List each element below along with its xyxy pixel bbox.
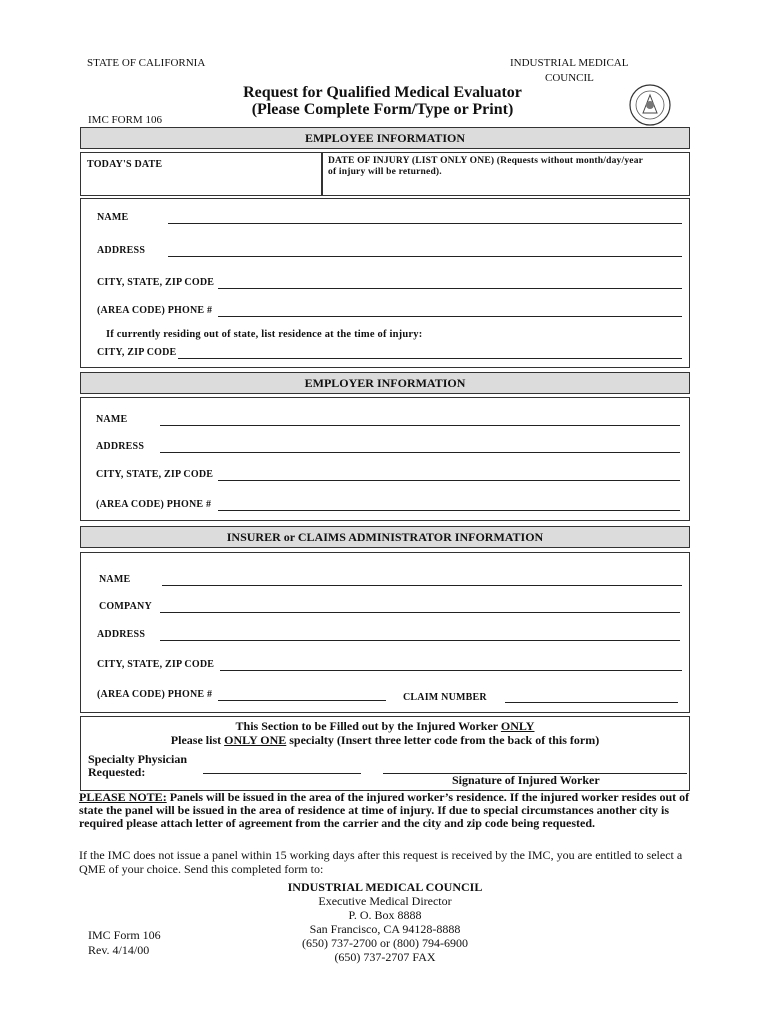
form-id: IMC FORM 106 (88, 114, 162, 126)
insurer-section-header: INSURER or CLAIMS ADMINISTRATOR INFORMATION (80, 526, 690, 548)
date-of-injury-label: DATE OF INJURY (LIST ONLY ONE) (Requests without month/day/year (328, 156, 644, 166)
date-of-injury-label-2: of injury will be returned). (328, 167, 442, 177)
insurer-city-input[interactable] (220, 670, 682, 671)
state-label: STATE OF CALIFORNIA (87, 57, 206, 69)
instruction-pre: Please list (170, 733, 225, 747)
address-org: INDUSTRIAL MEDICAL COUNCIL (287, 880, 483, 894)
employer-city-label: CITY, STATE, ZIP CODE (96, 469, 214, 480)
state-seal-icon (628, 83, 672, 127)
form-subtitle: (Please Complete Form/Type or Print) (251, 101, 514, 118)
footer-form-id: IMC Form 106 (88, 928, 161, 942)
address-line-1: Executive Medical Director (318, 894, 452, 908)
claim-number-label: CLAIM NUMBER (403, 692, 487, 703)
employee-phone-label: (AREA CODE) PHONE # (97, 305, 213, 316)
employee-city-label: CITY, STATE, ZIP CODE (97, 277, 215, 288)
form-title: Request for Qualified Medical Evaluator (243, 84, 522, 101)
employer-name-input[interactable] (160, 425, 680, 426)
insurer-company-input[interactable] (160, 612, 680, 613)
footer-revision: Rev. 4/14/00 (88, 943, 150, 957)
employee-address-input[interactable] (168, 256, 682, 257)
todays-date-field[interactable] (80, 152, 322, 196)
please-note (79, 791, 691, 829)
instruction-only-one: ONLY ONE (224, 733, 287, 747)
employer-name-label: NAME (96, 414, 128, 425)
specialty-label: Specialty Physician (88, 752, 188, 766)
specialty-input[interactable] (203, 773, 361, 774)
employer-address-input[interactable] (160, 452, 680, 453)
insurer-city-label: CITY, STATE, ZIP CODE (97, 659, 215, 670)
please-note-label: PLEASE NOTE: (79, 790, 167, 804)
council-label-1: INDUSTRIAL MEDICAL (510, 57, 629, 69)
specialty-label-2: Requested: (88, 765, 146, 779)
employee-city-input[interactable] (218, 288, 682, 289)
employee-section-header: EMPLOYEE INFORMATION (80, 127, 690, 149)
please-note-text: Panels will be issued in the area of the injured worker’s residence. If the injured worker resides out of state the panel will be issued in the area of residence at time of injury. If due to special circumstances another city is required please attach letter of agreement from the carrier and the city and zip code being requested. (79, 790, 690, 830)
worker-section-title (0, 719, 770, 734)
insurer-company-label: COMPANY (99, 601, 152, 612)
employee-name-label: NAME (97, 212, 129, 223)
employer-section-header: EMPLOYER INFORMATION (80, 372, 690, 394)
employee-name-input[interactable] (168, 223, 682, 224)
address-line-5: (650) 737-2707 FAX (334, 950, 436, 964)
address-line-4: (650) 737-2700 or (800) 794-6900 (302, 936, 468, 950)
insurer-phone-label: (AREA CODE) PHONE # (97, 689, 213, 700)
council-label-2: COUNCIL (545, 72, 594, 84)
insurer-address-input[interactable] (160, 640, 680, 641)
employee-city-zip-label: CITY, ZIP CODE (97, 347, 177, 358)
todays-date-label: TODAY'S DATE (87, 159, 163, 170)
address-line-2: P. O. Box 8888 (348, 908, 422, 922)
employer-phone-input[interactable] (218, 510, 680, 511)
employer-city-input[interactable] (218, 480, 680, 481)
instructions-text: If the IMC does not issue a panel within 15 working days after this request is received by the IMC, you are entitled to select a QME of your choice. Send this completed form to: (79, 848, 683, 876)
insurer-name-input[interactable] (162, 585, 682, 586)
worker-section-instruction (0, 733, 770, 748)
worker-title-text: This Section to be Filled out by the Injured Worker (235, 719, 501, 733)
out-of-state-note: If currently residing out of state, list residence at the time of injury: (106, 329, 423, 340)
employee-phone-input[interactable] (218, 316, 682, 317)
employee-city-zip-input[interactable] (178, 358, 682, 359)
employer-address-label: ADDRESS (96, 441, 145, 452)
date-of-injury-field[interactable] (322, 152, 690, 196)
instruction-post: specialty (Insert three letter code from the back of this form) (286, 733, 600, 747)
employee-address-label: ADDRESS (97, 245, 146, 256)
worker-title-only: ONLY (500, 719, 535, 733)
insurer-name-label: NAME (99, 574, 131, 585)
address-line-3: San Francisco, CA 94128-8888 (309, 922, 461, 936)
insurer-address-label: ADDRESS (97, 629, 146, 640)
employer-phone-label: (AREA CODE) PHONE # (96, 499, 212, 510)
insurer-phone-input[interactable] (218, 700, 386, 701)
signature-label: Signature of Injured Worker (452, 773, 600, 787)
claim-number-input[interactable] (505, 702, 678, 703)
